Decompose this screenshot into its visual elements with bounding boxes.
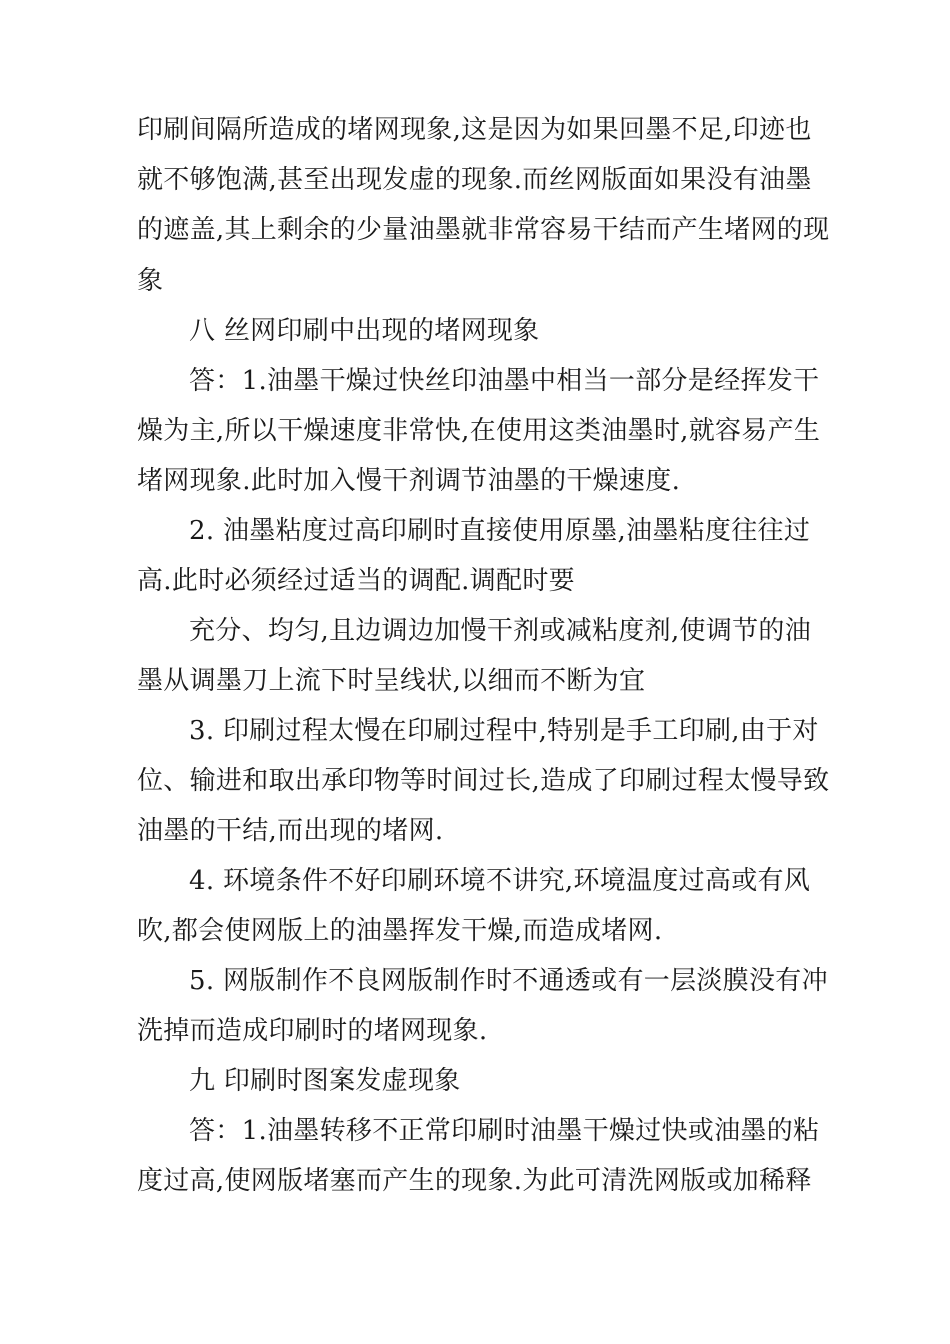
section-heading: 九 印刷时图案发虚现象 — [189, 1066, 461, 1096]
text-line: 5. 网版制作不良网版制作时不通透或有一层淡膜没有冲 — [189, 966, 828, 996]
text-line: 3. 印刷过程太慢在印刷过程中,特别是手工印刷,由于对 — [189, 716, 819, 746]
text-line: 吹,都会使网版上的油墨挥发干燥,而造成堵网. — [137, 916, 663, 946]
text-line: 就不够饱满,甚至出现发虚的现象.而丝网版面如果没有油墨 — [137, 165, 812, 195]
text-line: 堵网现象.此时加入慢干剂调节油墨的干燥速度. — [137, 466, 681, 496]
text-line: 高.此时必须经过适当的调配.调配时要 — [137, 566, 575, 596]
text-line: 洗掉而造成印刷时的堵网现象. — [137, 1016, 488, 1046]
text-line: 印刷间隔所造成的堵网现象,这是因为如果回墨不足,印迹也 — [137, 115, 812, 145]
text-line: 象 — [137, 266, 164, 296]
text-line: 度过高,使网版堵塞而产生的现象.为此可清洗网版或加稀释 — [137, 1166, 812, 1196]
text-line: 位、输进和取出承印物等时间过长,造成了印刷过程太慢导致 — [137, 766, 830, 796]
text-line: 的遮盖,其上剩余的少量油墨就非常容易干结而产生堵网的现 — [137, 215, 830, 245]
text-line: 答：1.油墨干燥过快丝印油墨中相当一部分是经挥发干 — [189, 366, 820, 396]
text-line: 充分、均匀,且边调边加慢干剂或减粘度剂,使调节的油 — [189, 616, 812, 646]
text-line: 答：1.油墨转移不正常印刷时油墨干燥过快或油墨的粘 — [189, 1116, 820, 1146]
text-line: 墨从调墨刀上流下时呈线状,以细而不断为宜 — [137, 666, 646, 696]
text-line: 油墨的干结,而出现的堵网. — [137, 816, 444, 846]
text-line: 燥为主,所以干燥速度非常快,在使用这类油墨时,就容易产生 — [137, 416, 821, 446]
text-line: 2. 油墨粘度过高印刷时直接使用原墨,油墨粘度往往过 — [189, 516, 811, 546]
section-heading: 八 丝网印刷中出现的堵网现象 — [189, 316, 540, 346]
text-line: 4. 环境条件不好印刷环境不讲究,环境温度过高或有风 — [189, 866, 811, 896]
